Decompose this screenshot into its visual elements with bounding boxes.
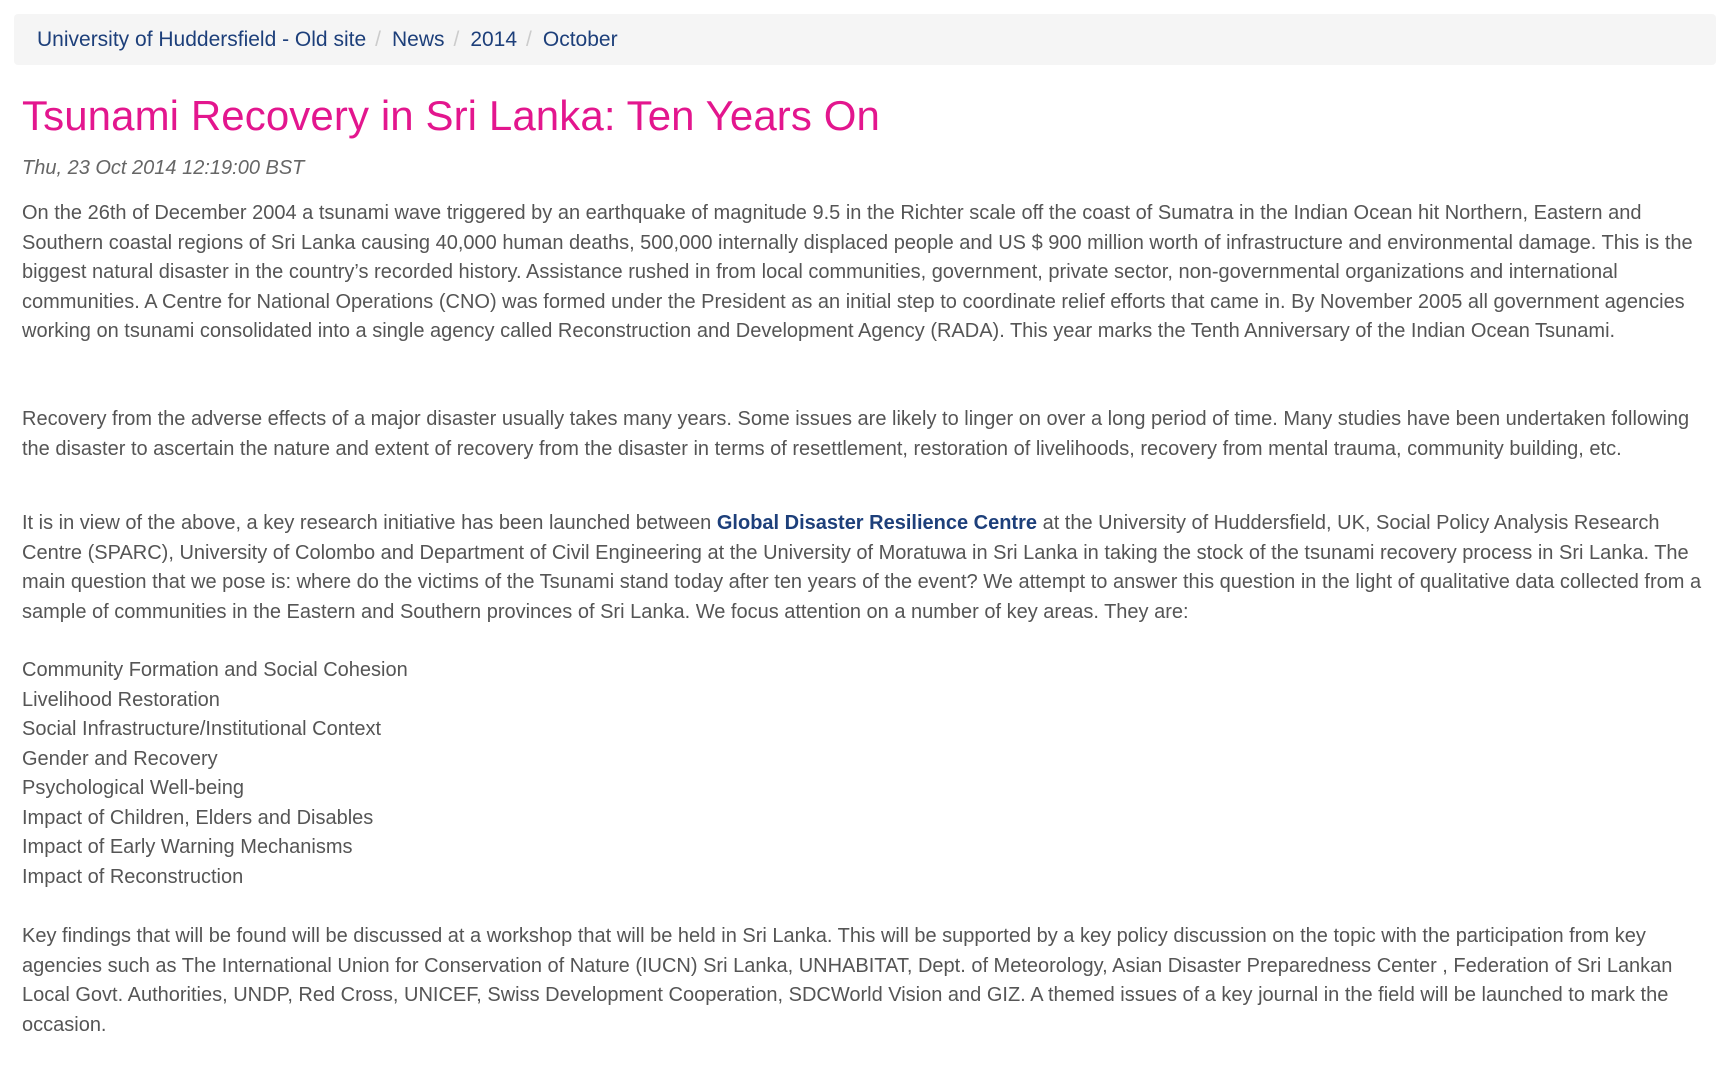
list-item: Social Infrastructure/Institutional Context	[22, 718, 382, 740]
paragraph-3-intro: It is in view of the above, a key research initiative has been launched between	[22, 512, 717, 534]
focus-areas-list	[22, 656, 408, 892]
breadcrumb-separator: /	[526, 27, 532, 51]
breadcrumb-separator: /	[375, 27, 381, 51]
list-item: Community Formation and Social Cohesion	[22, 659, 408, 681]
article-date: Thu, 23 Oct 2014 12:19:00 BST	[22, 157, 305, 179]
breadcrumb-separator: /	[453, 27, 460, 51]
list-item: Livelihood Restoration	[22, 688, 220, 711]
paragraph-3-rest: at the University of Huddersfield, UK, Social Policy Analysis Research Centre (SPARC), University of Colombo and Department of Civil Engineering at the University of Moratuwa in Sri Lanka in taking the stock of the tsunami recovery process in Sri Lanka. The main question that we pose is: where do the victims of the Tsunami stand today after ten years of the event? We attempt to answer this question in the light of qualitative data collected from a sample of communities in the Eastern and Southern provinces of Sri Lanka. We focus attention on a number of key areas. They are:	[22, 512, 1702, 623]
global-disaster-resilience-centre-link[interactable]: Global Disaster Resilience Centre	[716, 512, 1038, 534]
list-item: Psychological Well-being	[22, 777, 244, 799]
breadcrumb-link-old-site[interactable]: University of Huddersfield - Old site	[37, 27, 367, 51]
article-paragraph-1: On the 26th of December 2004 a tsunami wave triggered by an earthquake of magnitude 9.5 in the Richter scale off the coast of Sumatra in the Indian Ocean hit Northern, Eastern and Southern coastal regions of Sri Lanka causing 40,000 human deaths, 500,000 internally displaced people and US $ 900 million worth of infrastructure and environmental damage. This is the biggest natural disaster in the country’s recorded history. Assistance rushed in from local communities, government, private sector, non-governmental organizations and international communities. A Centre for National Operations (CNO) was formed under the President as an initial step to coordinate relief efforts that came in. By November 2005 all government agencies working on tsunami consolidated into a single agency called Reconstruction and Development Agency (RADA). This year marks the Tenth Anniversary of the Indian Ocean Tsunami.	[22, 202, 1693, 342]
list-item: Impact of Children, Elders and Disables	[22, 806, 374, 829]
article-paragraph-2: Recovery from the adverse effects of a major disaster usually takes many years. Some issues are likely to linger on over a long period of time. Many studies have been undertaken following the disaster to ascertain the nature and extent of recovery from the disaster in terms of resettlement, restoration of livelihoods, recovery from mental trauma, community building, etc.	[22, 408, 1690, 460]
breadcrumb-link-october[interactable]: October	[542, 27, 618, 51]
breadcrumb	[14, 14, 1716, 65]
list-item: Impact of Early Warning Mechanisms	[22, 836, 353, 858]
article-paragraph-3	[22, 509, 1722, 627]
article-paragraph-4: Key findings that will be found will be discussed at a workshop that will be held in Sri Lanka. This will be supported by a key policy discussion on the topic with the participation from key agencies such as The International Union for Conservation of Nature (IUCN) Sri Lanka, UNHABITAT, Dept. of Meteorology, Asian Disaster Preparedness Center , Federation of Sri Lankan Local Govt. Authorities, UNDP, Red Cross, UNICEF, Swiss Development Cooperation, SDCWorld Vision and GIZ. A themed issues of a key journal in the field will be launched to mark the occasion.	[22, 925, 1673, 1036]
list-item: Gender and Recovery	[22, 747, 218, 770]
list-item: Impact of Reconstruction	[22, 865, 244, 888]
page-title: Tsunami Recovery in Sri Lanka: Ten Years On	[22, 92, 880, 139]
breadcrumb-link-2014[interactable]: 2014	[470, 27, 518, 51]
breadcrumb-link-news[interactable]: News	[391, 27, 445, 51]
